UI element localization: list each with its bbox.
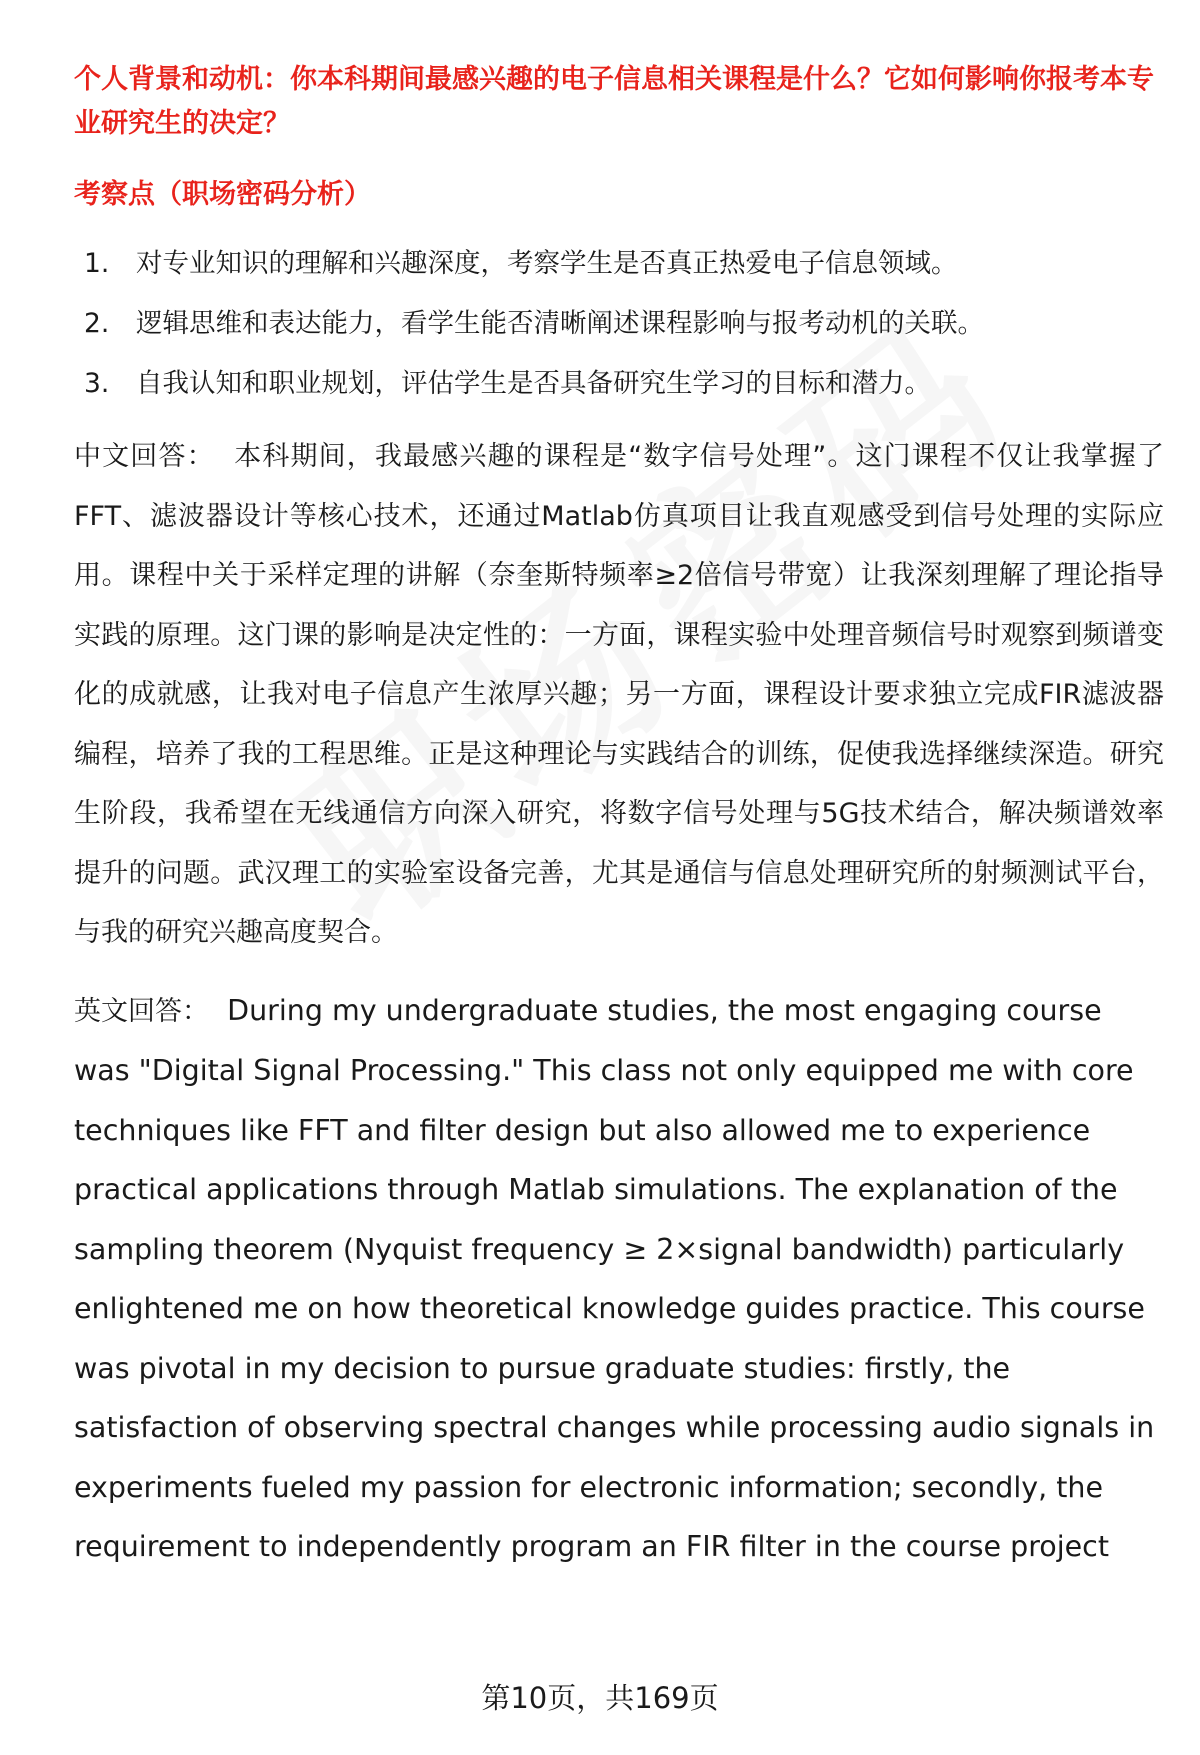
list-text: 逻辑思维和表达能力，看学生能否清晰阐述课程影响与报考动机的关联。 (136, 308, 984, 339)
question-heading: 个人背景和动机：你本科期间最感兴趣的电子信息相关课程是什么？它如何影响你报考本专业研究生的决定？ (74, 64, 1154, 139)
page-number-footer: 第10页，共169页 (481, 1681, 719, 1715)
chinese-answer-text: 本科期间，我最感兴趣的课程是“数字信号处理”。这门课程不仅让我掌握了FFT、滤波器设计等核心技术，还通过Matlab仿真项目让我直观感受到信号处理的实际应用。课程中关于采样定理的讲解（奈奎斯特频率≥2倍信号带宽）让我深刻理解了理论指导实践的原理。这门课的影响是决定性的：一方面，课程实验中处理音频信号时观察到频谱变化的成就感，让我对电子信息产生浓厚兴趣；另一方面，课程设计要求独立完成FIR滤波器编程，培养了我的工程思维。正是这种理论与实践结合的训练，促使我选择继续深造。研究生阶段，我希望在无线通信方向深入研究，将数字信号处理与5G技术结合，解决频谱效率提升的问题。武汉理工的实验室设备完善，尤其是通信与信息处理研究所的射频测试平台，与我的研究兴趣高度契合。 (74, 441, 1164, 948)
english-answer-text: During my undergraduate studies, the most engaging course was "Digital Signal Processing." This class not only equipped me with core techniques like FFT and filter design but also allowed me to experience practical applications through Matlab simulations. The explanation of the sampling theorem (Nyquist frequency ≥ 2×signal bandwidth) particularly enlightened me on how theoretical knowledge guides practice. This course was pivotal in my decision to pursue graduate studies: firstly, the satisfaction of observing spectral changes while processing audio signals in experiments fueled my passion for electronic information; secondly, the requirement to independently program an FIR filter in the course project (74, 993, 1155, 1563)
assessment-points-list (74, 245, 1164, 403)
list-item (74, 245, 1164, 283)
list-item (74, 365, 1164, 403)
list-number: 3. (84, 368, 110, 399)
list-text: 自我认知和职业规划，评估学生是否具备研究生学习的目标和潜力。 (136, 368, 931, 399)
document-page (74, 58, 1164, 1577)
list-number: 2. (84, 308, 110, 339)
list-text: 对专业知识的理解和兴趣深度，考察学生是否真正热爱电子信息领域。 (136, 248, 958, 279)
chinese-answer (74, 427, 1164, 963)
list-item (74, 305, 1164, 343)
chinese-answer-label: 中文回答： (74, 441, 215, 472)
list-number: 1. (84, 248, 110, 279)
section-title: 考察点（职场密码分析） (74, 179, 371, 210)
english-answer-label: 英文回答： (74, 995, 209, 1027)
english-answer (74, 981, 1164, 1577)
